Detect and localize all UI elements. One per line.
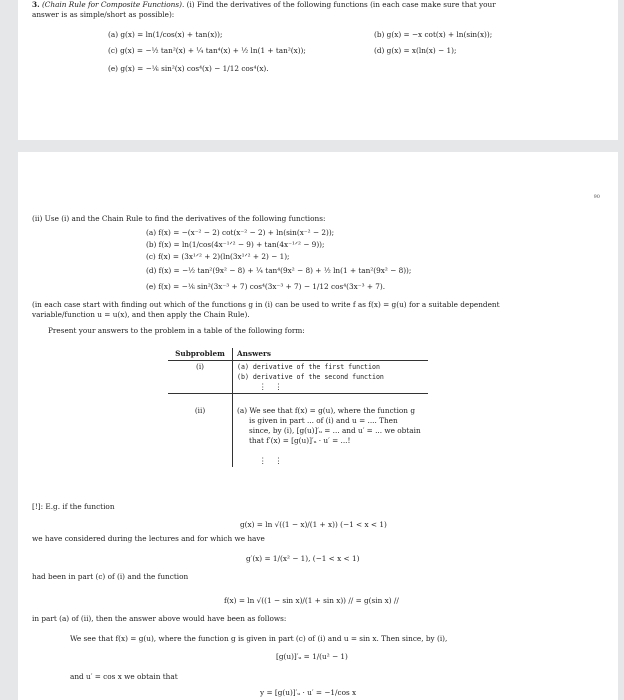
table-row — [168, 394, 428, 468]
answer-line: is given in part ... of (i) and u = .... Then — [249, 416, 398, 425]
page-number: 90 — [593, 194, 600, 200]
equation-f: f(x) = ln √((1 − sin x)/(1 + sin x)) // = g(sin x) // — [224, 596, 399, 605]
footnote-text: and u′ = cos x we obtain that — [70, 672, 178, 681]
table-header-row — [168, 348, 428, 361]
ellipsis-dots: ⋮ ⋮ — [259, 456, 285, 465]
equation-y: y = [g(u)]′ᵤ · u′ = −1/cos x — [260, 688, 357, 697]
problem-number: 3. — [32, 0, 40, 9]
item-i-e: (e) g(x) = −⅙ sin²(x) cos⁴(x) − 1/12 cos⁴(x). — [108, 64, 269, 73]
item-i-a: (a) g(x) = ln(1/cos(x) + tan(x)); — [108, 30, 223, 39]
instruction-note-line2: variable/function u = u(x), and then apply the Chain Rule). — [32, 310, 250, 319]
document-page-2 — [18, 152, 618, 700]
example-text: We see that f(x) = g(u), where the function g is given in part (c) of (i) and u = sin x. Then since, by (i), — [70, 634, 448, 643]
problem-title: (Chain Rule for Composite Functions). — [41, 0, 185, 9]
equation-g-u-prime: [g(u)]′ᵤ = 1/(u² − 1) — [276, 652, 348, 661]
footnote-intro: [!]: E.g. if the function — [32, 502, 115, 511]
answer-line: (b) derivative of the second function — [237, 373, 384, 381]
row-content — [233, 361, 429, 394]
document-page-1 — [18, 0, 618, 140]
equation-g: g(x) = ln √((1 − x)/(1 + x)) (−1 < x < 1) — [240, 520, 387, 529]
item-i-b: (b) g(x) = −x cot(x) + ln(sin(x)); — [374, 30, 493, 39]
answers-table — [168, 348, 428, 467]
answer-line: (a) derivative of the first function — [237, 363, 380, 371]
item-ii-d: (d) f(x) = −½ tan²(9x² − 8) + ¼ tan⁴(9x² − 8) + ½ ln(1 + tan²(9x² − 8)); — [146, 266, 412, 275]
problem-heading — [32, 0, 496, 10]
row-label: (ii) — [168, 394, 233, 468]
footnote-text: we have considered during the lectures and for which we have — [32, 534, 265, 543]
answer-line: since, by (i), [g(u)]′ᵤ = ... and u′ = ... we obtain — [249, 426, 421, 435]
table-header-answers: Answers — [233, 348, 429, 361]
item-ii-a: (a) f(x) = −(x⁻² − 2) cot(x⁻² − 2) + ln(sin(x⁻² − 2)); — [146, 228, 335, 237]
part-ii-intro: (ii) Use (i) and the Chain Rule to find the derivatives of the following functions: — [32, 214, 326, 223]
equation-g-prime: g′(x) = 1/(x² − 1), (−1 < x < 1) — [246, 554, 360, 563]
footnote-text: in part (a) of (ii), then the answer above would have been as follows: — [32, 614, 287, 623]
problem-instruction-cont: answer is as simple/short as possible): — [32, 10, 175, 19]
item-i-d: (d) g(x) = x(ln(x) − 1); — [374, 46, 457, 55]
item-ii-e: (e) f(x) = −⅙ sin²(3x⁻³ + 7) cos⁴(3x⁻³ + 7) − 1/12 cos⁴(3x⁻³ + 7). — [146, 282, 386, 291]
row-content — [233, 394, 429, 468]
answer-line: (a) We see that f(x) = g(u), where the function g — [237, 406, 416, 415]
row-label: (i) — [168, 361, 233, 394]
item-ii-c: (c) f(x) = (3x¹ᐟ² + 2)(ln(3x¹ᐟ² + 2) − 1); — [146, 252, 290, 261]
answer-line: that f′(x) = [g(u)]′ᵤ · u′ = ...! — [249, 436, 351, 445]
table-header-subproblem: Subproblem — [168, 348, 233, 361]
item-i-c: (c) g(x) = −½ tan²(x) + ¼ tan⁴(x) + ½ ln(1 + tan²(x)); — [108, 46, 306, 55]
footnote-text: had been in part (c) of (i) and the function — [32, 572, 189, 581]
instruction-note-line1: (in each case start with finding out which of the functions g in (i) can be used to write f as f(x) = g(u) for a suitable dependent — [32, 300, 500, 309]
problem-instruction: (i) Find the derivatives of the following functions (in each case make sure that your — [186, 0, 496, 9]
present-instruction: Present your answers to the problem in a table of the following form: — [48, 326, 305, 335]
item-ii-b: (b) f(x) = ln(1/cos(4x⁻¹ᐟ² − 9) + tan(4x⁻¹ᐟ² − 9)); — [146, 240, 325, 249]
table-row — [168, 361, 428, 394]
ellipsis-dots: ⋮ ⋮ — [259, 382, 285, 391]
